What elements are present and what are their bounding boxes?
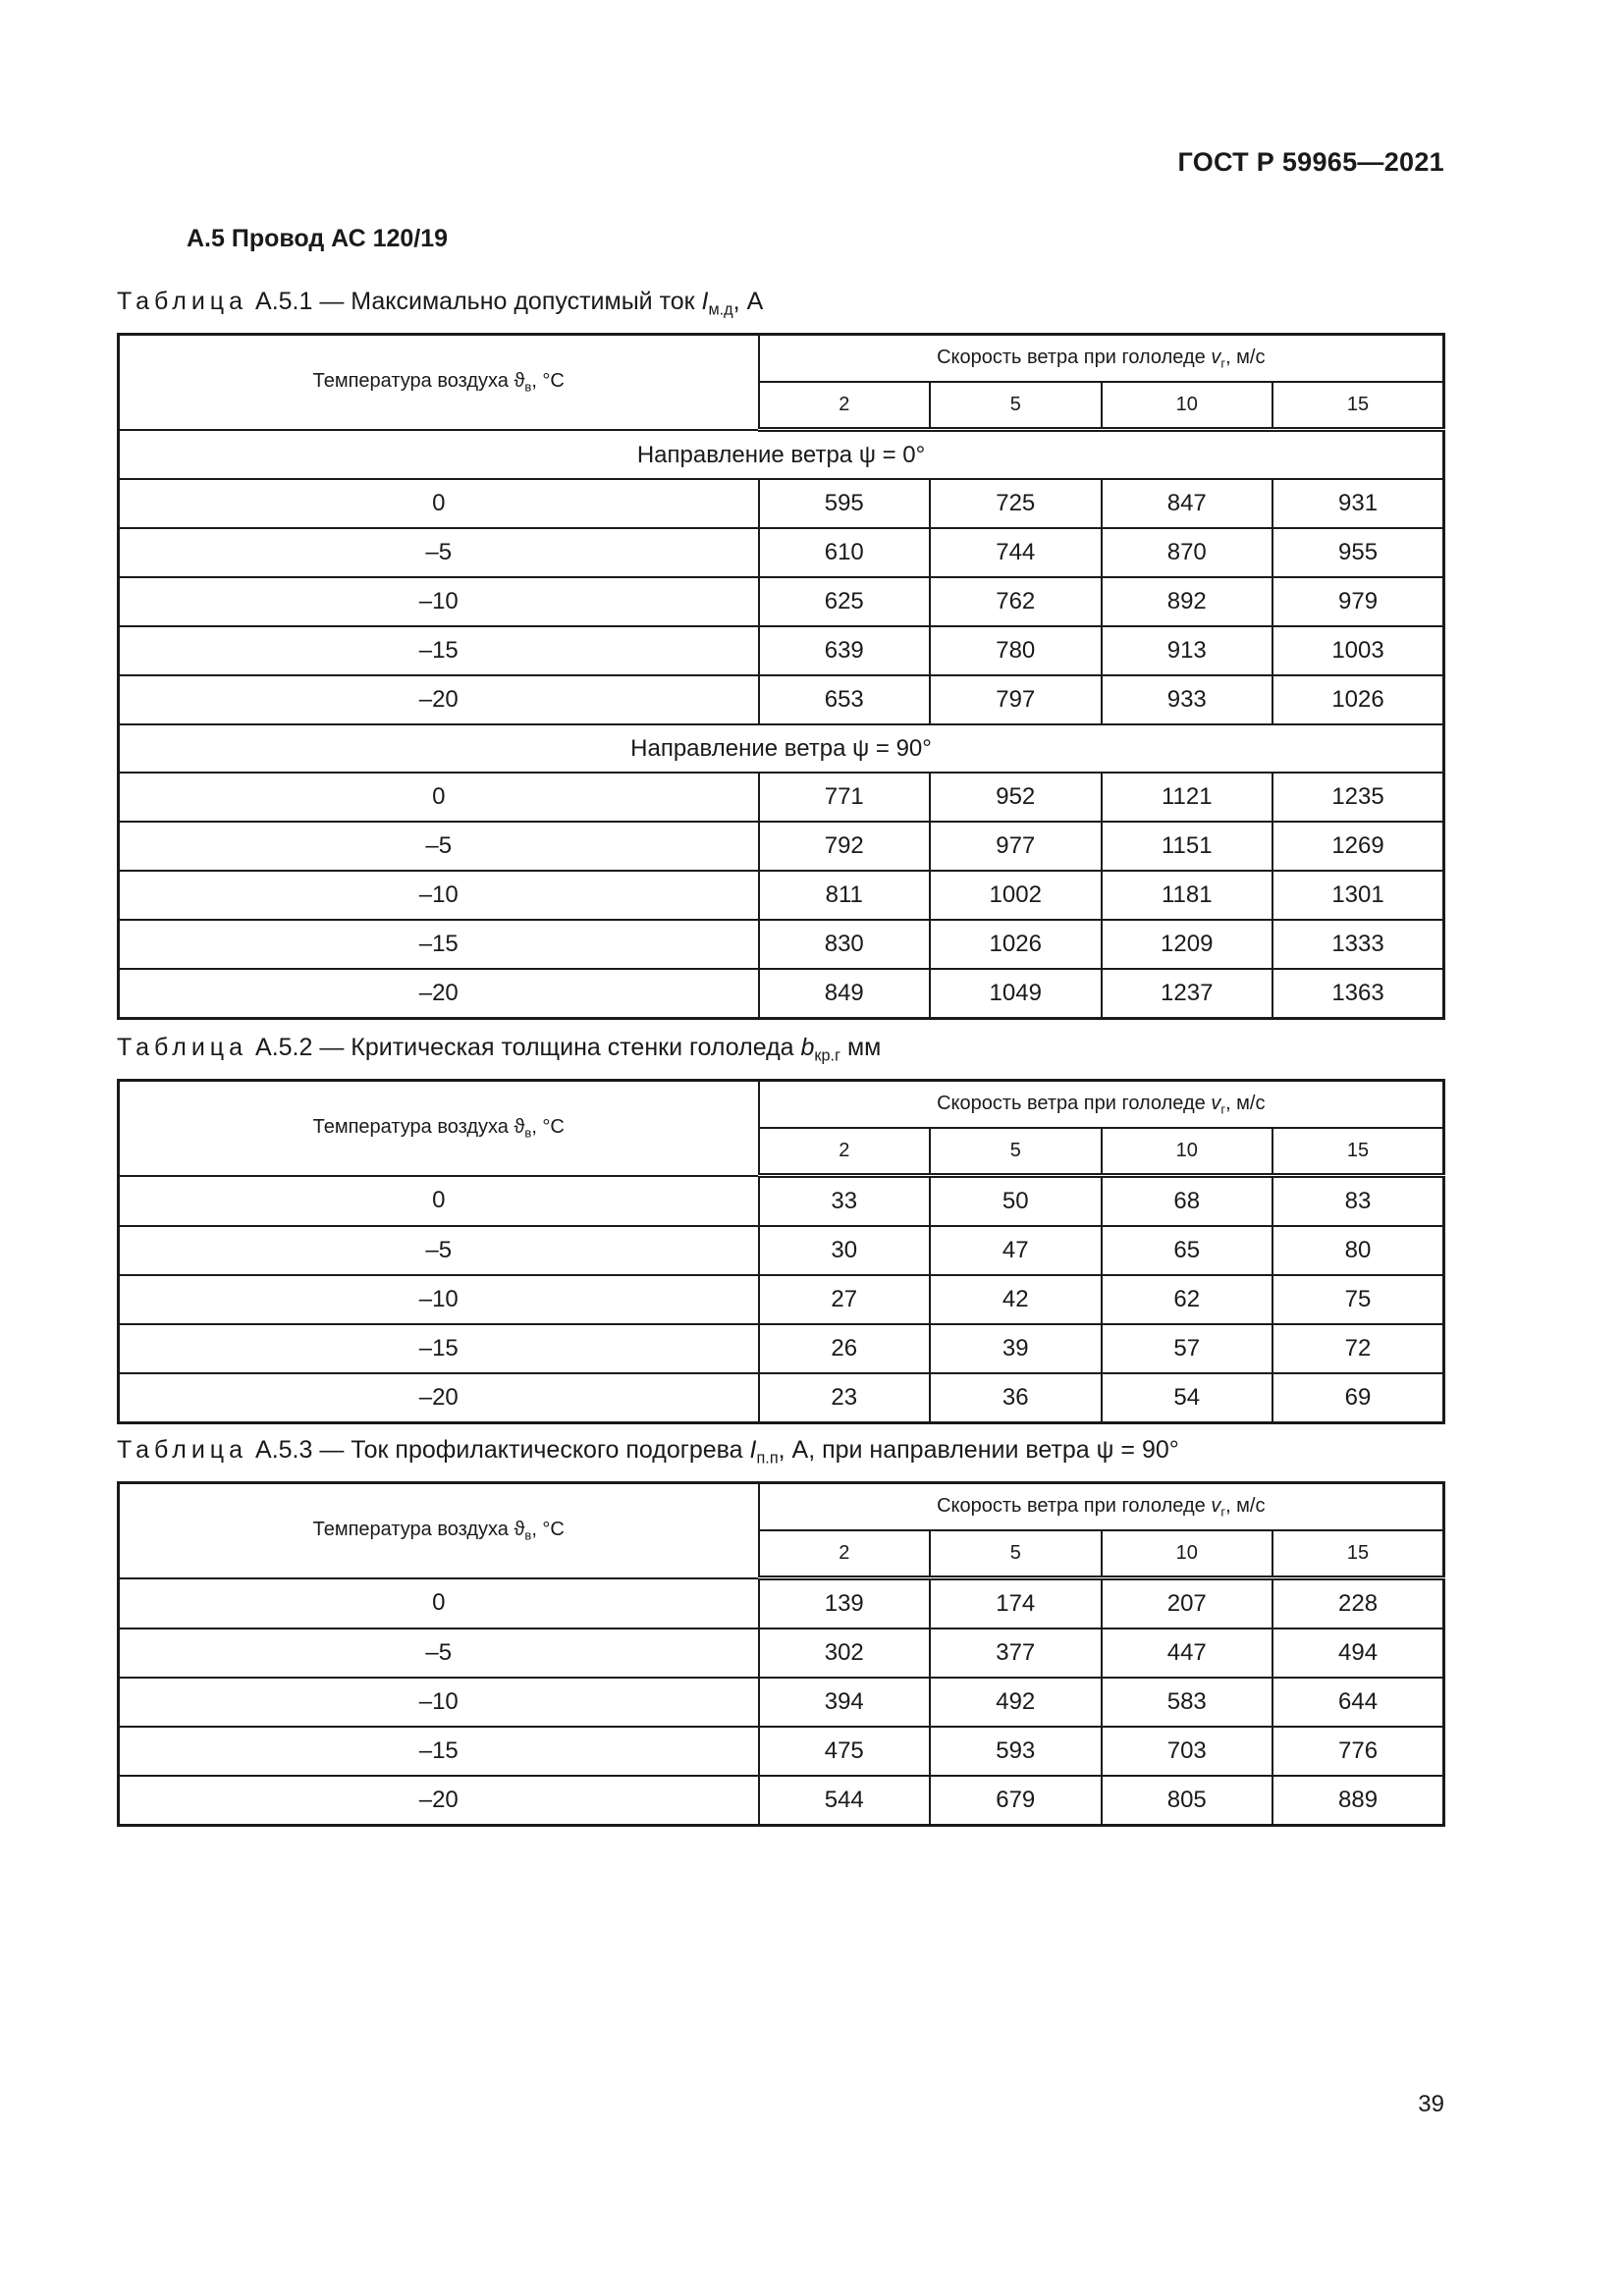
value-cell: 447: [1102, 1629, 1273, 1678]
speed-header-cell: 5: [930, 1128, 1102, 1176]
value-cell: 544: [759, 1776, 931, 1826]
table-row: [119, 528, 1444, 577]
table-a52: [117, 1079, 1445, 1424]
caption-word: Таблица: [117, 1436, 248, 1464]
temp-label-subscript: в: [524, 1527, 532, 1543]
page-number: 39: [1418, 2091, 1444, 2117]
table-row: [119, 1678, 1444, 1727]
value-cell: 23: [759, 1373, 931, 1423]
table-row: [119, 1275, 1444, 1324]
table-row: [119, 871, 1444, 920]
temperature-cell: –15: [119, 1727, 759, 1776]
table-row: [119, 1578, 1444, 1629]
value-cell: 1235: [1272, 773, 1444, 822]
speed-header-cell: 10: [1102, 382, 1273, 430]
value-cell: 27: [759, 1275, 931, 1324]
wind-label-text: Скорость ветра при гололеде: [937, 346, 1212, 368]
temperature-cell: –5: [119, 1226, 759, 1275]
value-cell: 69: [1272, 1373, 1444, 1423]
value-cell: 1209: [1102, 920, 1273, 969]
wind-label-subscript: г: [1220, 1504, 1226, 1520]
value-cell: 703: [1102, 1727, 1273, 1776]
value-cell: 1003: [1272, 626, 1444, 675]
value-cell: 62: [1102, 1275, 1273, 1324]
table-a53: [117, 1481, 1445, 1827]
value-cell: 1269: [1272, 822, 1444, 871]
temperature-cell: –20: [119, 675, 759, 724]
temperature-cell: –15: [119, 920, 759, 969]
temp-label-text: Температура воздуха ϑ: [312, 1518, 525, 1540]
value-cell: 913: [1102, 626, 1273, 675]
value-cell: 931: [1272, 479, 1444, 528]
value-cell: 625: [759, 577, 931, 626]
wind-direction-row: [119, 430, 1444, 480]
temperature-cell: –10: [119, 577, 759, 626]
header-row: [119, 335, 1444, 383]
value-cell: 1181: [1102, 871, 1273, 920]
table-row: [119, 1176, 1444, 1227]
temp-label-unit: , °С: [531, 369, 565, 392]
value-cell: 595: [759, 479, 931, 528]
wind-direction-label: Направление ветра ψ = 90°: [119, 724, 1444, 773]
table-row: [119, 822, 1444, 871]
value-cell: 139: [759, 1578, 931, 1629]
value-cell: 36: [930, 1373, 1102, 1423]
speed-header-cell: 15: [1272, 1530, 1444, 1578]
value-cell: 955: [1272, 528, 1444, 577]
value-cell: 1151: [1102, 822, 1273, 871]
value-cell: 679: [930, 1776, 1102, 1826]
value-cell: 1026: [930, 920, 1102, 969]
table-row: [119, 1776, 1444, 1826]
temperature-column-header: [119, 1483, 759, 1578]
table-row: [119, 479, 1444, 528]
header-row: [119, 1081, 1444, 1129]
value-cell: 797: [930, 675, 1102, 724]
temperature-cell: –5: [119, 822, 759, 871]
wind-direction-label: Направление ветра ψ = 0°: [119, 430, 1444, 480]
wind-label-subscript: г: [1220, 355, 1226, 371]
value-cell: 1121: [1102, 773, 1273, 822]
value-cell: 302: [759, 1629, 931, 1678]
value-cell: 30: [759, 1226, 931, 1275]
value-cell: 39: [930, 1324, 1102, 1373]
temperature-column-header: [119, 1081, 759, 1176]
value-cell: 492: [930, 1678, 1102, 1727]
value-cell: 1301: [1272, 871, 1444, 920]
table-row: [119, 969, 1444, 1019]
wind-speed-header: [759, 1483, 1444, 1531]
table-caption-a52: [117, 1034, 881, 1066]
speed-header-cell: 15: [1272, 1128, 1444, 1176]
wind-label-variable: v: [1211, 1494, 1221, 1517]
caption-subscript: м.д: [708, 300, 733, 319]
value-cell: 72: [1272, 1324, 1444, 1373]
value-cell: 1026: [1272, 675, 1444, 724]
table-caption-a53: [117, 1436, 1179, 1468]
value-cell: 892: [1102, 577, 1273, 626]
speed-header-cell: 5: [930, 1530, 1102, 1578]
temperature-cell: –15: [119, 1324, 759, 1373]
caption-unit: , А, при направлении ветра ψ = 90°: [778, 1436, 1179, 1464]
value-cell: 377: [930, 1629, 1102, 1678]
value-cell: 1049: [930, 969, 1102, 1019]
speed-header-cell: 2: [759, 1128, 931, 1176]
table-row: [119, 1373, 1444, 1423]
temperature-cell: 0: [119, 479, 759, 528]
table-a51: [117, 333, 1445, 1020]
value-cell: 68: [1102, 1176, 1273, 1227]
value-cell: 830: [759, 920, 931, 969]
speed-header-cell: 5: [930, 382, 1102, 430]
value-cell: 870: [1102, 528, 1273, 577]
value-cell: 639: [759, 626, 931, 675]
wind-label-unit: , м/с: [1225, 346, 1266, 368]
value-cell: 792: [759, 822, 931, 871]
wind-speed-header: [759, 335, 1444, 383]
temperature-cell: –20: [119, 969, 759, 1019]
table-row: [119, 626, 1444, 675]
temperature-cell: 0: [119, 1176, 759, 1227]
value-cell: 933: [1102, 675, 1273, 724]
wind-label-text: Скорость ветра при гололеде: [937, 1092, 1212, 1114]
caption-variable: I: [701, 288, 709, 315]
value-cell: 475: [759, 1727, 931, 1776]
caption-unit: , А: [732, 288, 764, 315]
value-cell: 725: [930, 479, 1102, 528]
table-caption-a51: [117, 288, 763, 320]
value-cell: 610: [759, 528, 931, 577]
caption-text: А.5.2 — Критическая толщина стенки гололеда: [255, 1034, 801, 1061]
temp-label-text: Температура воздуха ϑ: [312, 369, 525, 392]
value-cell: 744: [930, 528, 1102, 577]
value-cell: 1002: [930, 871, 1102, 920]
value-cell: 1333: [1272, 920, 1444, 969]
table-row: [119, 920, 1444, 969]
temperature-cell: –5: [119, 1629, 759, 1678]
value-cell: 54: [1102, 1373, 1273, 1423]
caption-word: Таблица: [117, 1034, 248, 1061]
caption-unit: мм: [840, 1034, 882, 1061]
value-cell: 228: [1272, 1578, 1444, 1629]
temp-label-subscript: в: [524, 379, 532, 395]
value-cell: 83: [1272, 1176, 1444, 1227]
table-row: [119, 1226, 1444, 1275]
speed-header-cell: 15: [1272, 382, 1444, 430]
temperature-cell: –20: [119, 1373, 759, 1423]
caption-word: Таблица: [117, 288, 248, 315]
temperature-column-header: [119, 335, 759, 430]
caption-variable: b: [800, 1034, 815, 1061]
caption-text: А.5.3 — Ток профилактического подогрева: [255, 1436, 750, 1464]
temperature-cell: –5: [119, 528, 759, 577]
temp-label-unit: , °С: [531, 1115, 565, 1138]
value-cell: 50: [930, 1176, 1102, 1227]
section-title: А.5 Провод АС 120/19: [187, 225, 449, 252]
wind-label-subscript: г: [1220, 1101, 1226, 1117]
temperature-cell: 0: [119, 773, 759, 822]
table-row: [119, 1629, 1444, 1678]
caption-subscript: п.п: [756, 1449, 779, 1468]
value-cell: 47: [930, 1226, 1102, 1275]
value-cell: 65: [1102, 1226, 1273, 1275]
standard-id: ГОСТ Р 59965—2021: [1177, 147, 1444, 177]
value-cell: 644: [1272, 1678, 1444, 1727]
value-cell: 653: [759, 675, 931, 724]
value-cell: 494: [1272, 1629, 1444, 1678]
wind-label-text: Скорость ветра при гололеде: [937, 1494, 1212, 1517]
wind-label-unit: , м/с: [1225, 1494, 1266, 1517]
value-cell: 26: [759, 1324, 931, 1373]
wind-speed-header: [759, 1081, 1444, 1129]
caption-text: А.5.1 — Максимально допустимый ток: [255, 288, 702, 315]
temp-label-text: Температура воздуха ϑ: [312, 1115, 525, 1138]
value-cell: 207: [1102, 1578, 1273, 1629]
value-cell: 762: [930, 577, 1102, 626]
value-cell: 811: [759, 871, 931, 920]
value-cell: 771: [759, 773, 931, 822]
value-cell: 75: [1272, 1275, 1444, 1324]
temperature-cell: –10: [119, 871, 759, 920]
temp-label-subscript: в: [524, 1125, 532, 1141]
wind-direction-row: [119, 724, 1444, 773]
value-cell: 805: [1102, 1776, 1273, 1826]
value-cell: 977: [930, 822, 1102, 871]
value-cell: 847: [1102, 479, 1273, 528]
caption-variable: I: [749, 1436, 757, 1464]
wind-label-variable: v: [1211, 1092, 1221, 1114]
table-row: [119, 675, 1444, 724]
temperature-cell: –20: [119, 1776, 759, 1826]
value-cell: 583: [1102, 1678, 1273, 1727]
caption-subscript: кр.г: [814, 1046, 840, 1065]
table-row: [119, 773, 1444, 822]
value-cell: 979: [1272, 577, 1444, 626]
value-cell: 1363: [1272, 969, 1444, 1019]
wind-label-unit: , м/с: [1225, 1092, 1266, 1114]
speed-header-cell: 2: [759, 382, 931, 430]
table-row: [119, 577, 1444, 626]
value-cell: 42: [930, 1275, 1102, 1324]
temp-label-unit: , °С: [531, 1518, 565, 1540]
wind-label-variable: v: [1211, 346, 1221, 368]
speed-header-cell: 10: [1102, 1530, 1273, 1578]
value-cell: 952: [930, 773, 1102, 822]
value-cell: 889: [1272, 1776, 1444, 1826]
temperature-cell: –10: [119, 1275, 759, 1324]
temperature-cell: –15: [119, 626, 759, 675]
value-cell: 849: [759, 969, 931, 1019]
speed-header-cell: 2: [759, 1530, 931, 1578]
header-row: [119, 1483, 1444, 1531]
temperature-cell: 0: [119, 1578, 759, 1629]
value-cell: 776: [1272, 1727, 1444, 1776]
value-cell: 780: [930, 626, 1102, 675]
value-cell: 174: [930, 1578, 1102, 1629]
value-cell: 80: [1272, 1226, 1444, 1275]
value-cell: 593: [930, 1727, 1102, 1776]
value-cell: 33: [759, 1176, 931, 1227]
value-cell: 394: [759, 1678, 931, 1727]
temperature-cell: –10: [119, 1678, 759, 1727]
value-cell: 1237: [1102, 969, 1273, 1019]
value-cell: 57: [1102, 1324, 1273, 1373]
table-row: [119, 1727, 1444, 1776]
table-row: [119, 1324, 1444, 1373]
speed-header-cell: 10: [1102, 1128, 1273, 1176]
